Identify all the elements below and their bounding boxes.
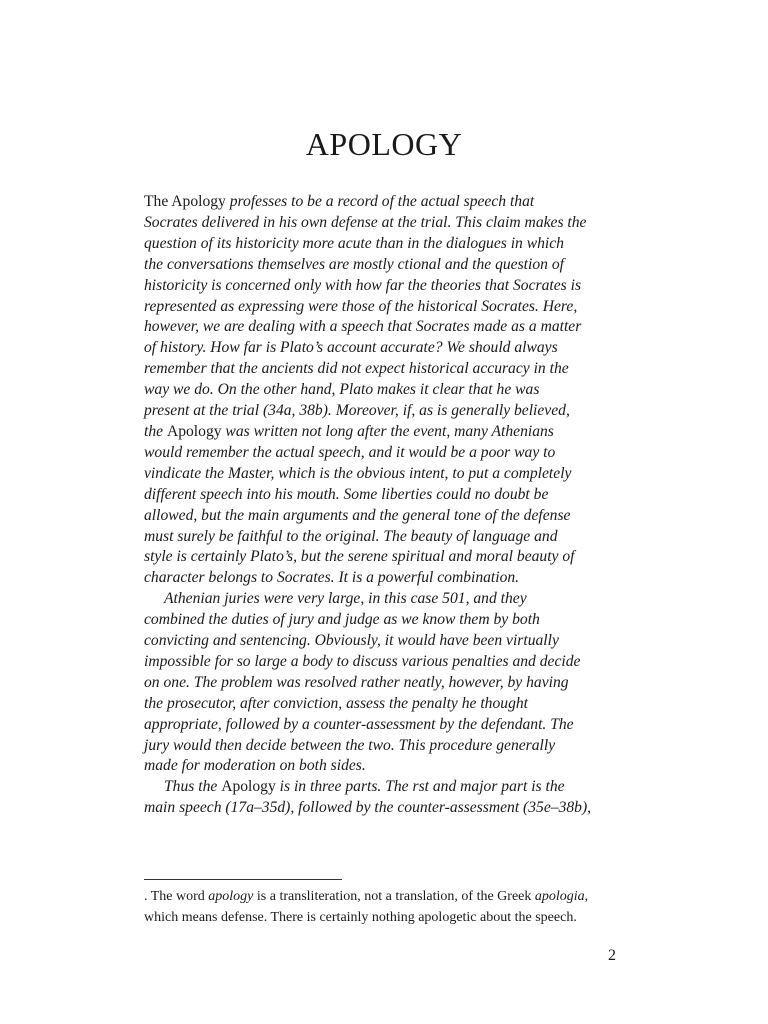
body-line-text: impossible for so large a body to discuss various penalties and decide xyxy=(144,652,581,670)
body-line xyxy=(144,485,624,506)
body-line-text: is in three parts. The rst and major part is the xyxy=(275,778,565,796)
body-line-text: jury would then decide between the two. This procedure generally xyxy=(144,736,556,754)
body-line-text: the prosecutor, after conviction, assess the penalty he thought xyxy=(144,694,529,712)
dialogue-title-word: The Apology xyxy=(144,193,226,210)
body-line-text: made for moderation on both sides. xyxy=(144,757,366,775)
footnote-emphasis: apology xyxy=(208,889,254,904)
body-line xyxy=(144,736,624,757)
body-line-text: main speech (17a–35d), followed by the counter-assessment (35e–38b), xyxy=(144,799,592,817)
body-line xyxy=(144,589,624,610)
body-line xyxy=(144,798,624,819)
body-line xyxy=(144,255,624,276)
body-line xyxy=(144,610,624,631)
body-line-text: combined the duties of jury and judge as we know them by both xyxy=(144,611,540,629)
page-number: 2 xyxy=(608,947,616,964)
footnote-divider xyxy=(144,879,342,880)
body-line-text: vindicate the Master, which is the obvious intent, to put a completely xyxy=(144,464,572,482)
dialogue-title-word: Apology xyxy=(166,422,222,440)
body-line-text: on one. The problem was resolved rather neatly, however, by having xyxy=(144,673,569,691)
body-line xyxy=(144,631,624,652)
body-line-text: represented as expressing were those of the historical Socrates. Here, xyxy=(144,297,578,315)
body-line xyxy=(144,317,624,338)
body-line-text: style is certainly Plato’s, but the serene spiritual and moral beauty of xyxy=(144,548,575,566)
chapter-title: APOLOGY xyxy=(305,126,463,162)
body-line-text: was written not long after the event, many Athenians xyxy=(221,422,554,440)
body-line xyxy=(144,673,624,694)
body-line xyxy=(144,192,624,213)
body-line-text: remember that the ancients did not expect historical accuracy in the xyxy=(144,360,569,378)
body-line xyxy=(144,547,624,568)
body-line-text: the conversations themselves are mostly ctional and the question of xyxy=(144,255,564,273)
body-line-text: present at the trial (34a, 38b). Moreover, if, as is generally believed, xyxy=(144,402,570,420)
body-line xyxy=(144,338,624,359)
body-text xyxy=(144,192,624,819)
body-line-text: Athenian juries were very large, in this case 501, and they xyxy=(164,590,527,608)
body-line-text: historicity is concerned only with how far the theories that Socrates is xyxy=(144,276,582,294)
body-line-text: Thus the xyxy=(164,778,222,796)
body-line xyxy=(144,694,624,715)
body-line xyxy=(144,464,624,485)
body-line-text: however, we are dealing with a speech that Socrates made as a matter xyxy=(144,318,582,336)
body-line xyxy=(144,777,624,798)
body-line-text: of history. How far is Plato’s account accurate? We should always xyxy=(144,339,558,357)
body-line-text: Socrates delivered in his own defense at the trial. This claim makes the xyxy=(144,213,587,231)
footnote xyxy=(144,886,634,928)
body-line xyxy=(144,715,624,736)
body-line-text: convicting and sentencing. Obviously, it would have been virtually xyxy=(144,632,559,650)
body-line xyxy=(144,359,624,380)
body-line xyxy=(144,652,624,673)
body-line xyxy=(144,422,624,443)
footnote-line-2: which means defense. There is certainly nothing apologetic about the speech. xyxy=(144,910,577,925)
body-line xyxy=(144,506,624,527)
body-line xyxy=(144,401,624,422)
body-line-text: way we do. On the other hand, Plato makes it clear that he was xyxy=(144,381,540,399)
body-line-text: professes to be a record of the actual speech that xyxy=(225,193,535,210)
footnote-text: . The word xyxy=(144,889,209,904)
dialogue-title-word: Apology xyxy=(221,778,276,796)
body-line-text: allowed, but the main arguments and the general tone of the defense xyxy=(144,506,571,524)
body-line xyxy=(144,568,624,589)
body-line-text: the xyxy=(144,422,167,440)
body-line xyxy=(144,527,624,548)
footnote-line-1 xyxy=(144,886,634,907)
body-line-text: appropriate, followed by a counter-assessment by the defendant. The xyxy=(144,715,574,733)
body-line-text: different speech into his mouth. Some liberties could no doubt be xyxy=(144,485,549,503)
body-line-text: character belongs to Socrates. It is a powerful combination. xyxy=(144,569,520,587)
body-line xyxy=(144,234,624,255)
body-line xyxy=(144,380,624,401)
footnote-text: is a transliteration, not a translation, of the Greek xyxy=(253,889,535,904)
body-line xyxy=(144,443,624,464)
body-line-text: must surely be faithful to the original. The beauty of language and xyxy=(144,527,558,545)
footnote-emphasis: apologia xyxy=(534,889,585,904)
body-line xyxy=(144,756,624,777)
body-line-text: question of its historicity more acute than in the dialogues in which xyxy=(144,234,564,252)
body-line xyxy=(144,297,624,318)
body-line xyxy=(144,276,624,297)
body-line-text: would remember the actual speech, and it would be a poor way to xyxy=(144,443,556,461)
footnote-text: , xyxy=(584,889,589,904)
body-line xyxy=(144,213,624,234)
